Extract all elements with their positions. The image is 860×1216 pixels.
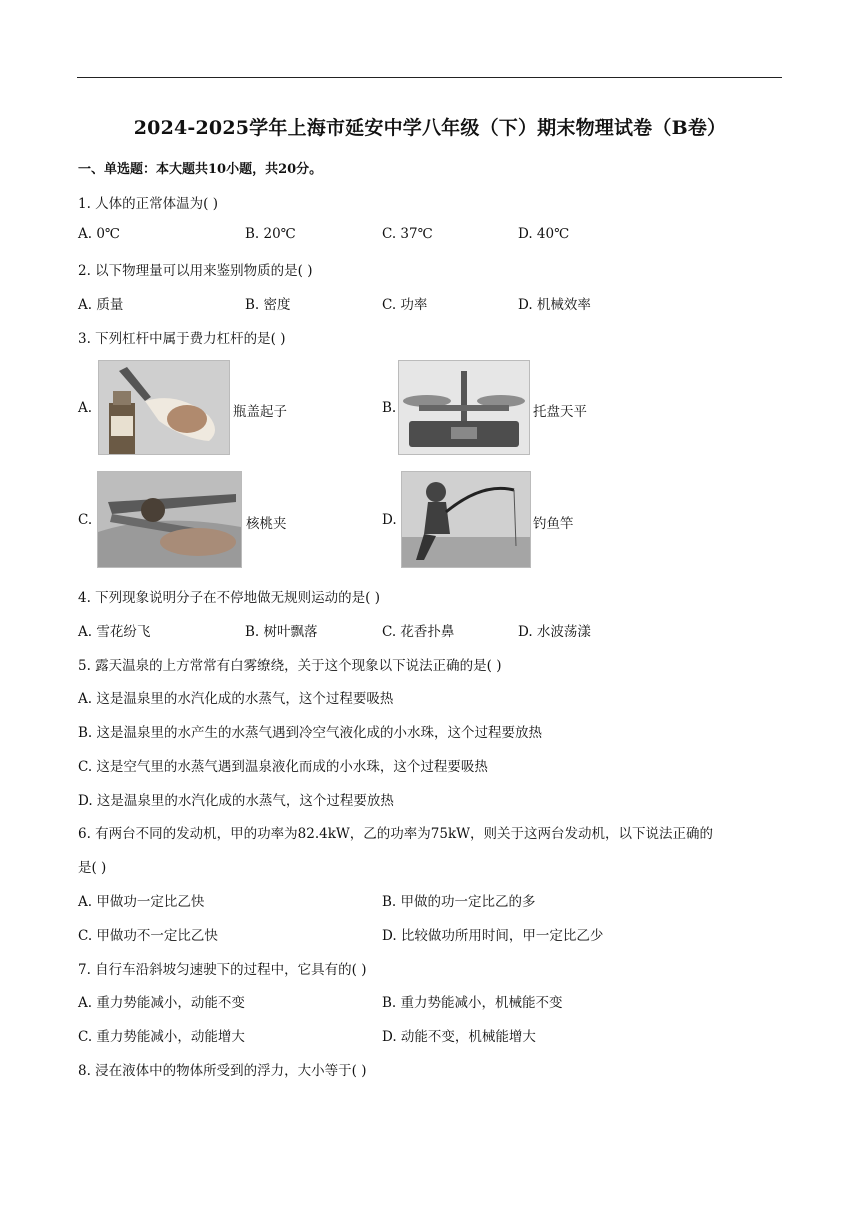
q5-option-a: A. 这是温泉里的水汽化成的水蒸气，这个过程要吸热 (78, 691, 394, 707)
q7-option-b: B. 重力势能减小，机械能不变 (382, 995, 563, 1011)
q3-option-a-caption: 瓶盖起子 (233, 404, 287, 420)
question-8-stem: 8. 浸在液体中的物体所受到的浮力，大小等于( ) (78, 1063, 367, 1079)
q3-option-c-caption: 核桃夹 (246, 516, 287, 532)
q5-option-b: B. 这是温泉里的水产生的水蒸气遇到冷空气液化成的小水珠，这个过程要放热 (78, 725, 543, 741)
q3-option-a-letter: A. (78, 400, 93, 416)
q1-option-b: B. 20℃ (245, 226, 296, 242)
q1-option-a: A. 0℃ (78, 226, 121, 242)
question-4-stem: 4. 下列现象说明分子在不停地做无规则运动的是( ) (78, 590, 380, 606)
balance-scale-photo-icon (398, 360, 530, 455)
q3-option-d-caption: 钓鱼竿 (533, 516, 574, 532)
q3-option-d-letter: D. (382, 512, 397, 528)
q6-option-a: A. 甲做功一定比乙快 (78, 894, 205, 910)
q2-option-d: D. 机械效率 (518, 297, 591, 313)
q4-option-d: D. 水波荡漾 (518, 624, 591, 640)
q6-option-d: D. 比较做功所用时间，甲一定比乙少 (382, 928, 604, 944)
header-rule (77, 77, 782, 78)
question-7-stem: 7. 自行车沿斜坡匀速驶下的过程中，它具有的( ) (78, 962, 367, 978)
q4-option-c: C. 花香扑鼻 (382, 624, 455, 640)
q3-option-c-letter: C. (78, 512, 93, 528)
fishing-rod-photo-icon (401, 471, 531, 568)
question-6-stem-cont: 是( ) (78, 860, 107, 876)
q1-option-c: C. 37℃ (382, 226, 433, 242)
q6-option-b: B. 甲做的功一定比乙的多 (382, 894, 536, 910)
q2-option-c: C. 功率 (382, 297, 428, 313)
q4-option-a: A. 雪花纷飞 (78, 624, 151, 640)
q3-option-b-caption: 托盘天平 (533, 404, 587, 420)
q7-option-d: D. 动能不变，机械能增大 (382, 1029, 536, 1045)
q7-option-c: C. 重力势能减小，动能增大 (78, 1029, 245, 1045)
q4-option-b: B. 树叶飘落 (245, 624, 318, 640)
question-5-stem: 5. 露天温泉的上方常常有白雾缭绕，关于这个现象以下说法正确的是( ) (78, 658, 502, 674)
nutcracker-photo-icon (97, 471, 242, 568)
question-2-stem: 2. 以下物理量可以用来鉴别物质的是( ) (78, 263, 313, 279)
question-1-stem: 1. 人体的正常体温为( ) (78, 196, 218, 212)
q5-option-d: D. 这是温泉里的水汽化成的水蒸气，这个过程要放热 (78, 793, 394, 809)
q3-option-b-letter: B. (382, 400, 397, 416)
q1-option-d: D. 40℃ (518, 226, 570, 242)
q6-option-c: C. 甲做功不一定比乙快 (78, 928, 218, 944)
q7-option-a: A. 重力势能减小，动能不变 (78, 995, 245, 1011)
question-6-stem: 6. 有两台不同的发动机，甲的功率为82.4kW，乙的功率为75kW，则关于这两台发动机，以下说法正确的 (78, 826, 714, 842)
section-heading: 一、单选题：本大题共10小题，共20分。 (78, 162, 323, 177)
page-title: 2024-2025学年上海市延安中学八年级（下）期末物理试卷（B卷） (133, 117, 727, 139)
q2-option-b: B. 密度 (245, 297, 291, 313)
question-3-stem: 3. 下列杠杆中属于费力杠杆的是( ) (78, 331, 286, 347)
bottle-opener-photo-icon (98, 360, 230, 455)
q5-option-c: C. 这是空气里的水蒸气遇到温泉液化而成的小水珠，这个过程要吸热 (78, 759, 488, 775)
q2-option-a: A. 质量 (78, 297, 124, 313)
